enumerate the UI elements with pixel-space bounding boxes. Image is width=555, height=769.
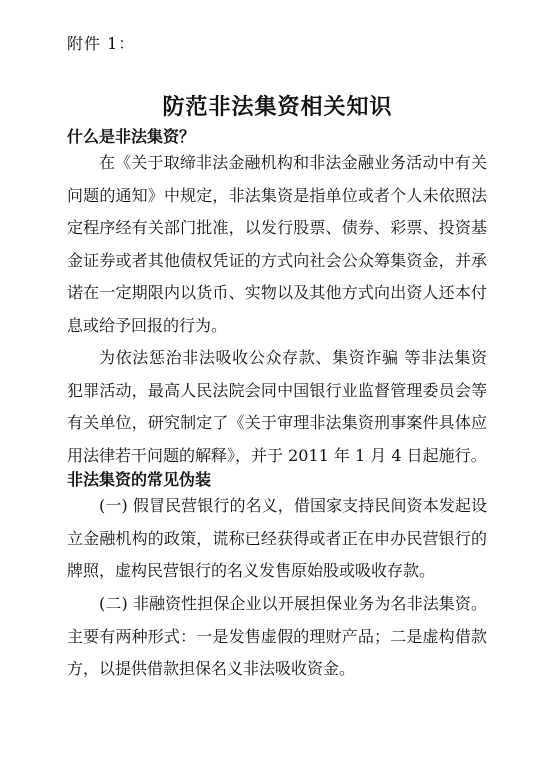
paragraph: (二) 非融资性担保企业以开展担保业务为名非法集资。主要有两种形式：一是发售虚假的理财产品；二是虚构借款方，以提供借款担保名义非法吸收资金。 — [67, 594, 487, 678]
document-title: 防范非法集资相关知识 — [162, 95, 393, 120]
section-heading: 非法集资的常见伪装 — [67, 470, 212, 489]
section-heading: 什么是非法集资？ — [67, 127, 196, 146]
paragraph: 在《关于取缔非法金融机构和非法金融业务活动中有关问题的通知》中规定，非法集资是指单位或者个人未依照法定程序经有关部门批准，以发行股票、债券、彩票、投资基金证券或者其他债权凭证的方式向社会公众筹集资金，并承诺在一定期限内以货币、实物以及其他方式向出资人还本付息或给予回报的行为。 — [67, 153, 487, 335]
attachment-label: 附件 1： — [67, 34, 136, 53]
paragraph: 为依法惩治非法吸收公众存款、集资诈骗 等非法集资犯罪活动，最高人民法院会同中国银行业监督管理委员会等有关单位，研究制定了《关于审理非法集资刑事案件具体应用法律若干问题的解释》，并于 2011 年 1 月 4 日起施行。 — [67, 348, 487, 465]
paragraph: (一) 假冒民营银行的名义，借国家支持民间资本发起设立金融机构的政策，谎称已经获得或者正在申办民营银行的牌照，虚构民营银行的名义发售原始股或吸收存款。 — [67, 496, 487, 580]
